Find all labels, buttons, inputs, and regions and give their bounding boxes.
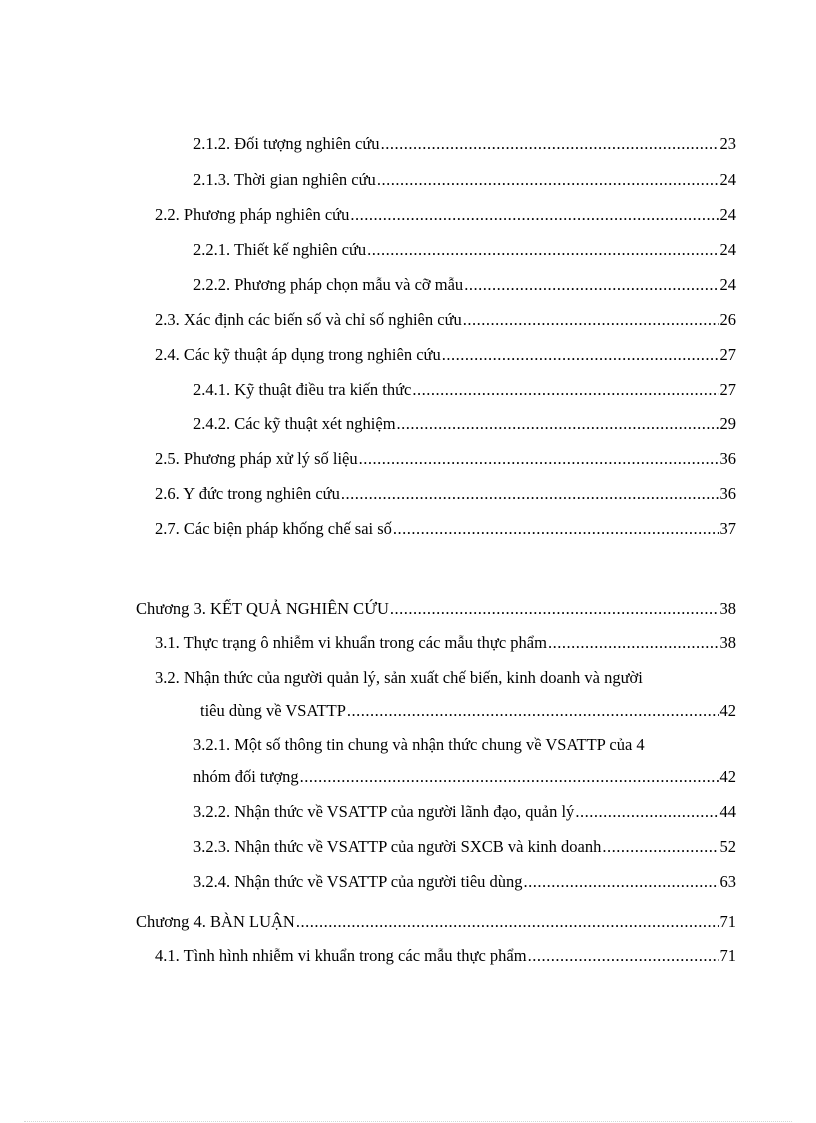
toc-entry[interactable] bbox=[193, 733, 736, 757]
toc-page-number: 52 bbox=[719, 837, 736, 856]
toc-entry-label: 3.2.2. Nhận thức về VSATTP của người lãnh đạo, quản lý bbox=[193, 802, 575, 821]
dot-leader bbox=[350, 203, 718, 227]
toc-entry-label: 2.1.2. Đối tượng nghiên cứu bbox=[193, 134, 380, 153]
dot-leader bbox=[296, 910, 719, 934]
dot-leader bbox=[359, 447, 719, 471]
toc-entry-label: 2.2.1. Thiết kế nghiên cứu bbox=[193, 240, 367, 259]
toc-entry-continuation[interactable] bbox=[193, 765, 736, 789]
dot-leader bbox=[548, 631, 719, 655]
toc-entry-label: 2.7. Các biện pháp khống chế sai số bbox=[155, 519, 392, 538]
dot-leader bbox=[524, 870, 719, 894]
toc-page-number: 27 bbox=[719, 380, 736, 399]
dot-leader bbox=[341, 482, 719, 506]
dot-leader bbox=[367, 238, 718, 262]
toc-entry[interactable] bbox=[155, 308, 736, 332]
toc-entry[interactable] bbox=[193, 378, 736, 402]
dot-leader bbox=[347, 699, 719, 723]
toc-entry-label: 2.4. Các kỹ thuật áp dụng trong nghiên cứu bbox=[155, 345, 441, 364]
toc-page-number: 71 bbox=[719, 912, 736, 931]
dot-leader bbox=[575, 800, 718, 824]
toc-entry[interactable] bbox=[155, 343, 736, 367]
dot-leader bbox=[464, 273, 718, 297]
toc-entry-label: 3.2. Nhận thức của người quản lý, sản xuất chế biến, kinh doanh và người bbox=[155, 668, 643, 687]
toc-entry[interactable] bbox=[136, 597, 736, 621]
toc-page-number: 71 bbox=[719, 946, 736, 965]
toc-page-number: 42 bbox=[719, 701, 736, 720]
toc-entry[interactable] bbox=[193, 132, 736, 156]
toc-entry-label: 3.2.3. Nhận thức về VSATTP của người SXCB và kinh doanh bbox=[193, 837, 602, 856]
toc-entry-label: 2.4.1. Kỹ thuật điều tra kiến thức bbox=[193, 380, 412, 399]
dot-leader bbox=[463, 308, 719, 332]
toc-entry-label: 2.5. Phương pháp xử lý số liệu bbox=[155, 449, 358, 468]
toc-entry[interactable] bbox=[155, 517, 736, 541]
page-bottom-rule bbox=[24, 1121, 792, 1122]
toc-entry[interactable] bbox=[193, 800, 736, 824]
toc-entry[interactable] bbox=[193, 168, 736, 192]
toc-entry-label: 3.2.1. Một số thông tin chung và nhận thức chung về VSATTP của 4 bbox=[193, 735, 645, 754]
toc-page-number: 24 bbox=[719, 240, 736, 259]
toc-entry[interactable] bbox=[155, 482, 736, 506]
toc-entry[interactable] bbox=[193, 412, 736, 436]
toc-page-number: 42 bbox=[719, 767, 736, 786]
toc-entry[interactable] bbox=[155, 631, 736, 655]
toc-page-number: 24 bbox=[719, 205, 736, 224]
toc-entry[interactable] bbox=[155, 666, 736, 690]
toc-page-number: 27 bbox=[719, 345, 736, 364]
dot-leader bbox=[528, 944, 719, 968]
toc-page-number: 29 bbox=[719, 414, 736, 433]
dot-leader bbox=[393, 517, 719, 541]
dot-leader bbox=[377, 168, 719, 192]
toc-entry-label: 4.1. Tình hình nhiễm vi khuẩn trong các mẫu thực phẩm bbox=[155, 946, 527, 965]
dot-leader bbox=[412, 378, 718, 402]
toc-entry-label: 2.6. Y đức trong nghiên cứu bbox=[155, 484, 340, 503]
toc-entry-label: Chương 3. KẾT QUẢ NGHIÊN CỨU bbox=[136, 599, 389, 618]
toc-page-number: 26 bbox=[719, 310, 736, 329]
dot-leader bbox=[390, 597, 719, 621]
toc-entry[interactable] bbox=[155, 944, 736, 968]
toc-entry[interactable] bbox=[193, 870, 736, 894]
toc-entry[interactable] bbox=[136, 910, 736, 934]
dot-leader bbox=[442, 343, 719, 367]
toc-page-number: 36 bbox=[719, 449, 736, 468]
toc-entry-label-continued: tiêu dùng về VSATTP bbox=[200, 701, 346, 720]
toc-page-number: 36 bbox=[719, 484, 736, 503]
toc-page-number: 38 bbox=[719, 599, 736, 618]
toc-entry-label: 2.1.3. Thời gian nghiên cứu bbox=[193, 170, 376, 189]
toc-page-number: 44 bbox=[719, 802, 736, 821]
toc-entry-label: 2.2. Phương pháp nghiên cứu bbox=[155, 205, 350, 224]
toc-page-number: 63 bbox=[719, 872, 736, 891]
toc-page-number: 24 bbox=[719, 170, 736, 189]
toc-page-number: 23 bbox=[719, 134, 736, 153]
toc-entry[interactable] bbox=[193, 238, 736, 262]
toc-entry-label: 3.2.4. Nhận thức về VSATTP của người tiêu dùng bbox=[193, 872, 523, 891]
dot-leader bbox=[602, 835, 718, 859]
toc-entry-label: 2.4.2. Các kỹ thuật xét nghiệm bbox=[193, 414, 396, 433]
toc-entry-continuation[interactable] bbox=[200, 699, 736, 723]
toc-entry[interactable] bbox=[155, 203, 736, 227]
dot-leader bbox=[397, 412, 719, 436]
toc-entry[interactable] bbox=[193, 273, 736, 297]
toc-entry[interactable] bbox=[155, 447, 736, 471]
toc-entry[interactable] bbox=[193, 835, 736, 859]
toc-page-number: 24 bbox=[719, 275, 736, 294]
toc-entry-label: 2.3. Xác định các biến số và chỉ số nghiên cứu bbox=[155, 310, 462, 329]
toc-entry-label: Chương 4. BÀN LUẬN bbox=[136, 912, 295, 931]
toc-entry-label: 3.1. Thực trạng ô nhiễm vi khuẩn trong các mẫu thực phẩm bbox=[155, 633, 547, 652]
toc-page-number: 38 bbox=[719, 633, 736, 652]
toc-page-number: 37 bbox=[719, 519, 736, 538]
toc-entry-label: 2.2.2. Phương pháp chọn mẫu và cỡ mẫu bbox=[193, 275, 464, 294]
toc-entry-label-continued: nhóm đối tượng bbox=[193, 767, 299, 786]
dot-leader bbox=[300, 765, 719, 789]
dot-leader bbox=[381, 132, 719, 156]
